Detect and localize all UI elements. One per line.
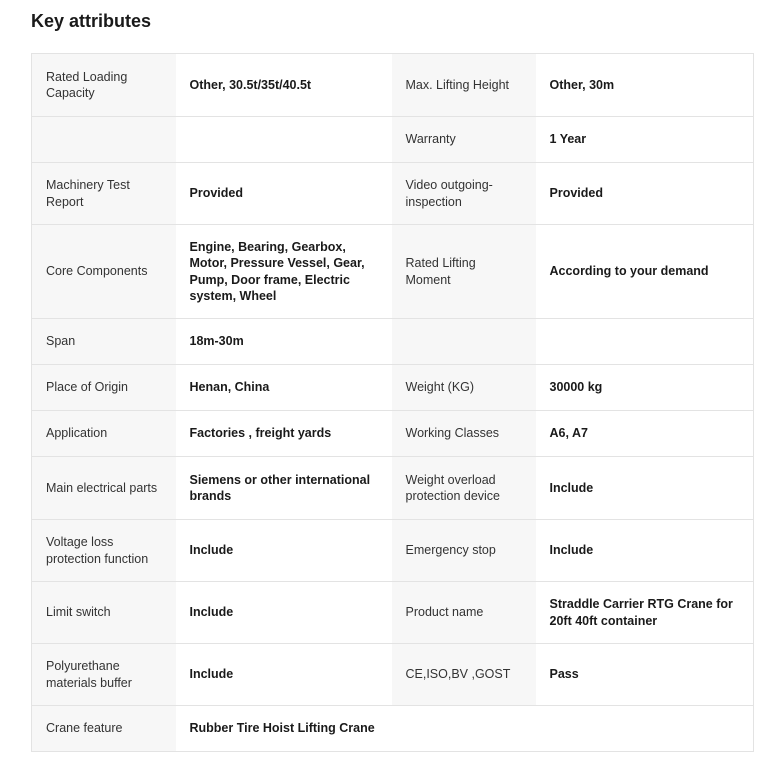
attribute-name: Weight (KG) (392, 365, 536, 411)
attribute-name: Limit switch (32, 582, 176, 644)
attribute-name (392, 319, 536, 365)
table-row (32, 319, 754, 365)
attribute-name: CE,ISO,BV ,GOST (392, 644, 536, 706)
attribute-value: Rubber Tire Hoist Lifting Crane (176, 706, 392, 752)
attribute-name: Voltage loss protection function (32, 520, 176, 582)
table-row (32, 225, 754, 319)
attribute-value: Siemens or other international brands (176, 457, 392, 520)
attribute-name (392, 706, 536, 752)
attribute-value: According to your demand (536, 225, 754, 319)
attribute-name: Video outgoing-inspection (392, 163, 536, 225)
attribute-value: A6, A7 (536, 411, 754, 457)
key-attributes-table (31, 53, 754, 752)
attribute-value: Pass (536, 644, 754, 706)
attribute-name: Machinery Test Report (32, 163, 176, 225)
attribute-value: Include (536, 457, 754, 520)
attribute-value (176, 117, 392, 163)
table-row (32, 520, 754, 582)
attribute-value: 1 Year (536, 117, 754, 163)
attribute-value: Factories , freight yards (176, 411, 392, 457)
attribute-value: 18m-30m (176, 319, 392, 365)
table-row (32, 411, 754, 457)
attribute-value: Engine, Bearing, Gearbox, Motor, Pressure Vessel, Gear, Pump, Door frame, Electric system, Wheel (176, 225, 392, 319)
attribute-value: Include (176, 582, 392, 644)
table-row (32, 706, 754, 752)
attribute-value (536, 706, 754, 752)
table-row (32, 457, 754, 520)
attribute-name: Emergency stop (392, 520, 536, 582)
attribute-name: Warranty (392, 117, 536, 163)
attribute-name: Core Components (32, 225, 176, 319)
table-row (32, 163, 754, 225)
attribute-name: Polyurethane materials buffer (32, 644, 176, 706)
attribute-value (536, 319, 754, 365)
attribute-name: Rated Loading Capacity (32, 54, 176, 117)
attribute-value: Provided (176, 163, 392, 225)
attribute-value: Straddle Carrier RTG Crane for 20ft 40ft container (536, 582, 754, 644)
attribute-name: Span (32, 319, 176, 365)
attribute-name: Weight overload protection device (392, 457, 536, 520)
table-row (32, 582, 754, 644)
attribute-name: Working Classes (392, 411, 536, 457)
attribute-value: 30000 kg (536, 365, 754, 411)
attribute-value: Include (176, 520, 392, 582)
attribute-name: Max. Lifting Height (392, 54, 536, 117)
table-row (32, 644, 754, 706)
attribute-name: Product name (392, 582, 536, 644)
attribute-name (32, 117, 176, 163)
section-title: Key attributes (31, 11, 152, 31)
attribute-name: Application (32, 411, 176, 457)
attribute-value: Include (176, 644, 392, 706)
attribute-name: Place of Origin (32, 365, 176, 411)
attribute-name: Crane feature (32, 706, 176, 752)
table-row (32, 365, 754, 411)
table-row (32, 117, 754, 163)
attribute-value: Henan, China (176, 365, 392, 411)
attribute-value: Other, 30.5t/35t/40.5t (176, 54, 392, 117)
table-row (32, 54, 754, 117)
attribute-value: Other, 30m (536, 54, 754, 117)
attribute-name: Rated Lifting Moment (392, 225, 536, 319)
attribute-value: Provided (536, 163, 754, 225)
attribute-value: Include (536, 520, 754, 582)
attribute-name: Main electrical parts (32, 457, 176, 520)
